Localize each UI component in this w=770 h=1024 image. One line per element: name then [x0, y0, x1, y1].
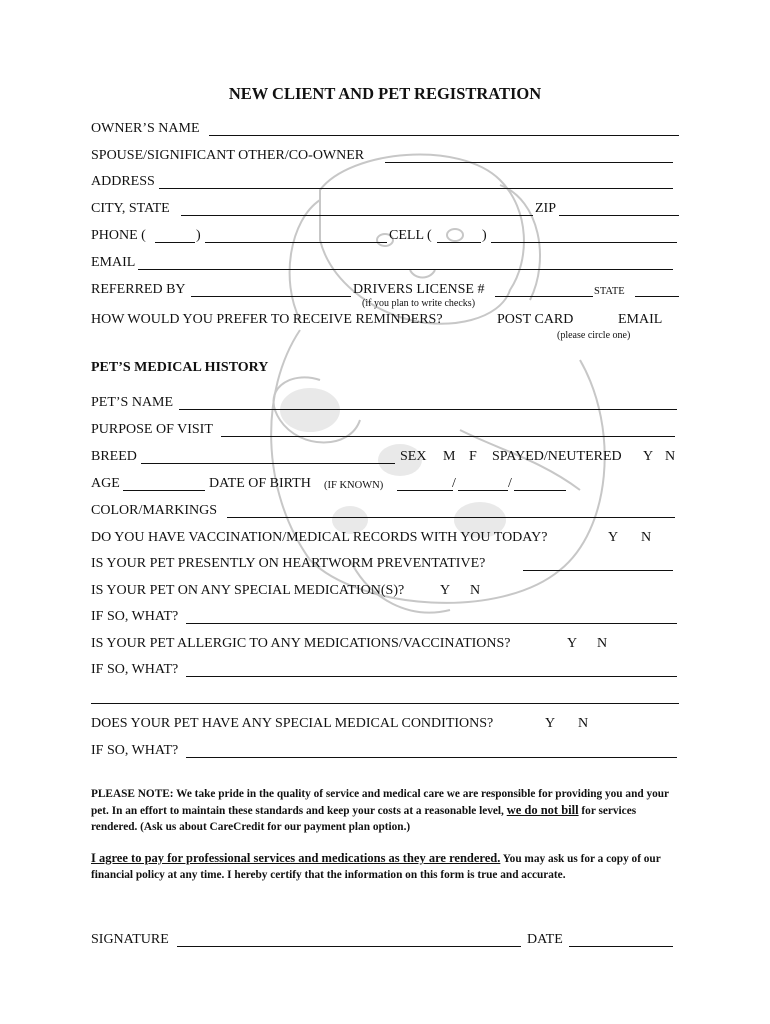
allergic-details-field-2[interactable]	[91, 703, 679, 704]
owners-name-row	[91, 118, 681, 140]
email-label: EMAIL	[91, 255, 136, 270]
email-field[interactable]	[138, 269, 673, 270]
medication-option-no[interactable]: N	[470, 583, 481, 598]
medication-option-yes[interactable]: Y	[440, 583, 451, 598]
breed-label: BREED	[91, 449, 137, 464]
spayed-option-yes[interactable]: Y	[643, 449, 654, 464]
phone-area-code-field[interactable]	[155, 242, 195, 243]
conditions-details-field[interactable]	[186, 757, 677, 758]
reminders-question: HOW WOULD YOU PREFER TO RECEIVE REMINDERS?	[91, 312, 443, 327]
if-known-label: (IF KNOWN)	[324, 480, 384, 491]
conditions-option-yes[interactable]: Y	[545, 716, 556, 731]
medication-if-so-label: IF SO, WHAT?	[91, 609, 179, 624]
please-note-text-2: for services rendered. (Ask us about CareCredit for our payment plan option.)	[91, 805, 637, 833]
allergic-details-field[interactable]	[186, 676, 677, 677]
please-note-text: PLEASE NOTE: We take pride in the quality of service and medical care we are responsible for providing you and your pet. In an effort to maintain these standards and keep your costs at a reasonable level,	[91, 788, 669, 817]
drivers-license-field[interactable]	[495, 296, 593, 297]
spayed-option-no[interactable]: N	[665, 449, 676, 464]
drivers-license-label: DRIVERS LICENSE #	[353, 282, 485, 297]
zip-field[interactable]	[559, 215, 679, 216]
address-label: ADDRESS	[91, 174, 155, 189]
city-state-row	[91, 198, 681, 220]
referred-by-field[interactable]	[191, 296, 351, 297]
spouse-label: SPOUSE/SIGNIFICANT OTHER/CO-OWNER	[91, 148, 365, 163]
sex-option-m[interactable]: M	[443, 449, 456, 464]
conditions-row	[91, 713, 681, 735]
allergic-question: IS YOUR PET ALLERGIC TO ANY MEDICATIONS/VACCINATIONS?	[91, 636, 511, 651]
allergic-details-row	[91, 659, 681, 681]
signature-label: SIGNATURE	[91, 932, 169, 947]
dob-year-field[interactable]	[514, 490, 566, 491]
cell-close-paren: )	[482, 228, 487, 243]
medication-question: IS YOUR PET ON ANY SPECIAL MEDICATION(S)?	[91, 583, 405, 598]
sex-label: SEX	[400, 449, 427, 464]
pets-name-field[interactable]	[179, 409, 677, 410]
city-state-field[interactable]	[181, 215, 533, 216]
agreement-paragraph	[91, 850, 681, 883]
form-title: NEW CLIENT AND PET REGISTRATION	[228, 84, 542, 103]
agreement-underlined-text: I agree to pay for professional services and medications as they are rendered.	[91, 851, 501, 865]
spouse-field[interactable]	[385, 162, 673, 163]
dob-slash-1: /	[452, 476, 456, 491]
allergic-row	[91, 633, 681, 655]
dl-state-label: STATE	[594, 286, 625, 297]
conditions-question: DOES YOUR PET HAVE ANY SPECIAL MEDICAL CONDITIONS?	[91, 716, 494, 731]
age-row	[91, 473, 681, 495]
purpose-field[interactable]	[221, 436, 675, 437]
phone-close-paren: )	[196, 228, 201, 243]
dob-slash-2: /	[508, 476, 512, 491]
phone-label: PHONE (	[91, 228, 146, 243]
cell-label: CELL (	[389, 228, 432, 243]
medication-row	[91, 580, 681, 602]
heartworm-question: IS YOUR PET PRESENTLY ON HEARTWORM PREVENTATIVE?	[91, 556, 486, 571]
dob-day-field[interactable]	[458, 490, 508, 491]
conditions-option-no[interactable]: N	[578, 716, 589, 731]
address-field[interactable]	[159, 188, 673, 189]
date-label: DATE	[527, 932, 563, 947]
referred-by-label: REFERRED BY	[91, 282, 186, 297]
allergic-option-no[interactable]: N	[597, 636, 608, 651]
zip-label: ZIP	[535, 201, 556, 216]
conditions-if-so-label: IF SO, WHAT?	[91, 743, 179, 758]
address-row	[91, 171, 681, 193]
cell-area-code-field[interactable]	[437, 242, 481, 243]
age-field[interactable]	[123, 490, 205, 491]
color-row	[91, 500, 681, 522]
breed-field[interactable]	[141, 463, 395, 464]
conditions-details-row	[91, 740, 681, 762]
reminders-row	[91, 309, 681, 331]
circle-note: (please circle one)	[557, 330, 631, 341]
spouse-row	[91, 145, 681, 167]
dob-label: DATE OF BIRTH	[209, 476, 311, 491]
allergic-details-row-2	[91, 686, 681, 708]
heartworm-field[interactable]	[523, 570, 673, 571]
phone-number-field[interactable]	[205, 242, 387, 243]
city-state-label: CITY, STATE	[91, 201, 170, 216]
medical-history-heading: PET’S MEDICAL HISTORY	[91, 360, 269, 375]
pets-name-row	[91, 392, 681, 414]
owners-name-label: OWNER’S NAME	[91, 121, 200, 136]
purpose-label: PURPOSE OF VISIT	[91, 422, 213, 437]
cell-number-field[interactable]	[491, 242, 677, 243]
records-question: DO YOU HAVE VACCINATION/MEDICAL RECORDS WITH YOU TODAY?	[91, 530, 548, 545]
email-row	[91, 252, 681, 274]
owners-name-field[interactable]	[209, 135, 679, 136]
reminder-option-post-card[interactable]: POST CARD	[497, 312, 574, 327]
allergic-option-yes[interactable]: Y	[567, 636, 578, 651]
allergic-if-so-label: IF SO, WHAT?	[91, 662, 179, 677]
we-do-not-bill-text: we do not bill	[506, 803, 579, 817]
medication-details-row	[91, 606, 681, 628]
dl-state-field[interactable]	[635, 296, 679, 297]
pets-name-label: PET’S NAME	[91, 395, 174, 410]
records-option-no[interactable]: N	[641, 530, 652, 545]
breed-row	[91, 446, 681, 468]
signature-row	[91, 929, 681, 951]
please-note-paragraph	[91, 786, 681, 835]
agreement-text: You may ask us for a copy of our financial policy at any time. I hereby certify that the information on this form is true and accurate.	[91, 853, 661, 881]
color-markings-label: COLOR/MARKINGS	[91, 503, 218, 518]
color-markings-field[interactable]	[227, 517, 675, 518]
records-option-yes[interactable]: Y	[608, 530, 619, 545]
purpose-row	[91, 419, 681, 441]
sex-option-f[interactable]: F	[469, 449, 477, 464]
dl-note: (if you plan to write checks)	[362, 298, 476, 309]
signature-field[interactable]	[177, 946, 521, 947]
dob-month-field[interactable]	[397, 490, 453, 491]
records-row	[91, 527, 681, 549]
age-label: AGE	[91, 476, 120, 491]
phone-row	[91, 225, 681, 247]
date-field[interactable]	[569, 946, 673, 947]
spayed-neutered-label: SPAYED/NEUTERED	[492, 449, 622, 464]
reminder-option-email[interactable]: EMAIL	[618, 312, 663, 327]
heartworm-row	[91, 553, 681, 575]
medication-details-field[interactable]	[186, 623, 677, 624]
